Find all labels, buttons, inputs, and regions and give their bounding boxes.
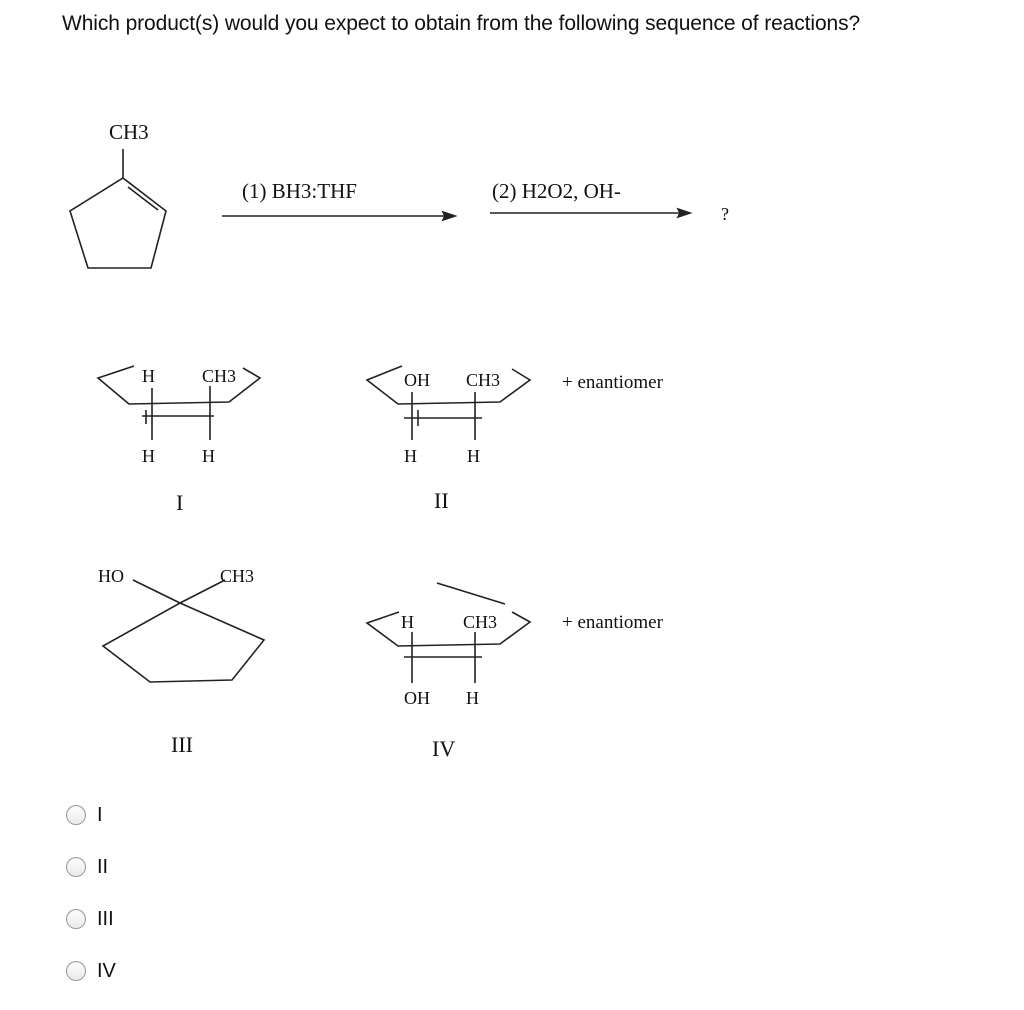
- structure-IV-label-3: OH: [404, 688, 430, 708]
- step1-reagent: (1) BH3:THF: [242, 179, 357, 203]
- structure-IV-enantiomer: + enantiomer: [562, 612, 663, 633]
- structure-I-numeral: I: [176, 490, 184, 515]
- structure-I-label-2: CH3: [202, 366, 237, 386]
- option-IV[interactable]: [66, 956, 116, 986]
- reactant-structure: [70, 149, 166, 268]
- structure-I-label-4: H: [202, 446, 215, 466]
- structure-III-label-2: CH3: [220, 566, 255, 586]
- option-II-label: II: [97, 855, 109, 878]
- structure-II-enantiomer: + enantiomer: [562, 372, 663, 393]
- structure-II-numeral: II: [434, 488, 449, 513]
- structure-II-label-1: OH: [404, 370, 430, 390]
- option-IV-label: IV: [97, 959, 116, 982]
- reaction-arrow-2: [490, 209, 690, 217]
- option-IV-radio[interactable]: [66, 961, 86, 981]
- option-III-radio[interactable]: [66, 909, 86, 929]
- structure-IV-label-4: H: [466, 688, 479, 708]
- option-III-label: III: [97, 907, 114, 930]
- structure-IV-label-2: CH3: [463, 612, 498, 632]
- structure-II-label-4: H: [467, 446, 480, 466]
- structure-IV-drawing: [367, 583, 530, 683]
- product-placeholder: ?: [721, 204, 729, 224]
- option-I-radio[interactable]: [66, 805, 86, 825]
- structure-II-drawing: [367, 366, 530, 440]
- structure-I-label-3: H: [142, 446, 155, 466]
- structure-IV-label-1: H: [401, 612, 414, 632]
- option-III[interactable]: [66, 904, 114, 934]
- step2-reagent: (2) H2O2, OH-: [492, 179, 621, 203]
- option-I[interactable]: [66, 800, 103, 830]
- structure-I-label-1: H: [142, 366, 155, 386]
- question-text: Which product(s) would you expect to obtain from the following sequence of reactions?: [62, 12, 861, 35]
- structure-IV-numeral: IV: [432, 736, 456, 761]
- option-II-radio[interactable]: [66, 857, 86, 877]
- structure-III-drawing: [103, 580, 264, 682]
- option-I-label: I: [97, 803, 103, 826]
- structure-III-label-1: HO: [98, 566, 124, 586]
- structure-III-numeral: III: [171, 732, 193, 757]
- reaction-arrow-1: [222, 212, 455, 220]
- structure-II-label-2: CH3: [466, 370, 501, 390]
- reactant-ch3-label: CH3: [109, 120, 149, 144]
- structure-II-label-3: H: [404, 446, 417, 466]
- option-II[interactable]: [66, 852, 108, 882]
